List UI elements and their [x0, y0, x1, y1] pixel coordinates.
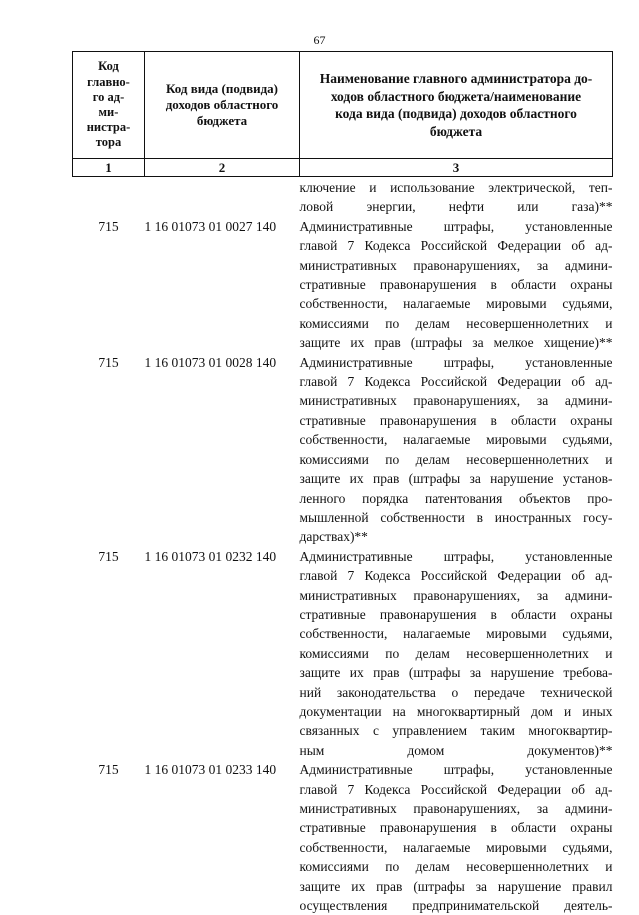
revenue-code-cell: 1 16 01073 01 0233 140: [144, 762, 277, 778]
name-cell: ключение и использование электрической, теп- ловой энергии, нефти или газа)**: [299, 180, 613, 215]
table-row: [73, 217, 613, 353]
revenue-code-cell: 1 16 01073 01 0027 140: [144, 218, 277, 234]
admin-code-cell: [73, 177, 145, 217]
admin-code-cell: 715: [98, 218, 119, 234]
header-revenue-code: Код вида (подвида) доходов областного бюджета: [145, 52, 300, 159]
revenue-code-cell: [145, 177, 300, 217]
table-header-row: [73, 52, 613, 159]
table-row: [73, 547, 613, 760]
name-cell: Административные штрафы, установленные главой 7 Кодекса Российской Федерации об ад- министративных правонарушениях, за админи- стративные правонарушения в области охраны собственности, налагаемые мировыми судьями, комиссиями по делам несовершеннолетних и защите их прав (штрафы за нарушение требова- ний законодательства о передаче технической документации на многоквартирный дом и иных связанных с управлением таким многоквартир- ным домом документов)**: [299, 548, 613, 758]
revenue-codes-table: [72, 51, 613, 915]
name-cell: Административные штрафы, установленные главой 7 Кодекса Российской Федерации об ад- министративных правонарушениях, за админи- стративные правонарушения в области охраны собственности, налагаемые мировыми судьями, комиссиями по делам несовершеннолетних и защите их прав (штрафы за нарушение правил осуществления предпринимательской деятель-: [299, 762, 613, 914]
column-number-1: 1: [73, 159, 145, 177]
table-row: [73, 353, 613, 547]
table-row: [73, 177, 613, 217]
column-number-3: 3: [300, 159, 613, 177]
name-cell: Административные штрафы, установленные главой 7 Кодекса Российской Федерации об ад- министративных правонарушениях, за админи- стративные правонарушения в области охраны собственности, налагаемые мировыми судьями, комиссиями по делам несовершеннолетних и защите их прав (штрафы за мелкое хищение)**: [299, 218, 613, 351]
admin-code-cell: 715: [98, 354, 119, 370]
column-number-row: [73, 159, 613, 177]
revenue-code-cell: 1 16 01073 01 0028 140: [144, 354, 277, 370]
page-number: 67: [313, 33, 326, 47]
revenue-code-cell: 1 16 01073 01 0232 140: [144, 548, 277, 564]
header-admin-code: Код главно- го ад- ми- нистра- тора: [73, 52, 145, 159]
name-cell: Административные штрафы, установленные главой 7 Кодекса Российской Федерации об ад- министративных правонарушениях, за админи- стративные правонарушения в области охраны собственности, налагаемые мировыми судьями, комиссиями по делам несовершеннолетних и защите их прав (штрафы за нарушение установ- ленного порядка патентования объектов про- мышленной собственности в иностранных госу- дарствах)**: [299, 354, 613, 545]
admin-code-cell: 715: [98, 548, 119, 564]
column-number-2: 2: [145, 159, 300, 177]
admin-code-cell: 715: [98, 762, 119, 778]
table-row: [73, 760, 613, 915]
header-name: Наименование главного администратора до- ходов областного бюджета/наименование кода вида (подвида) доходов областного бюджета: [300, 52, 613, 159]
